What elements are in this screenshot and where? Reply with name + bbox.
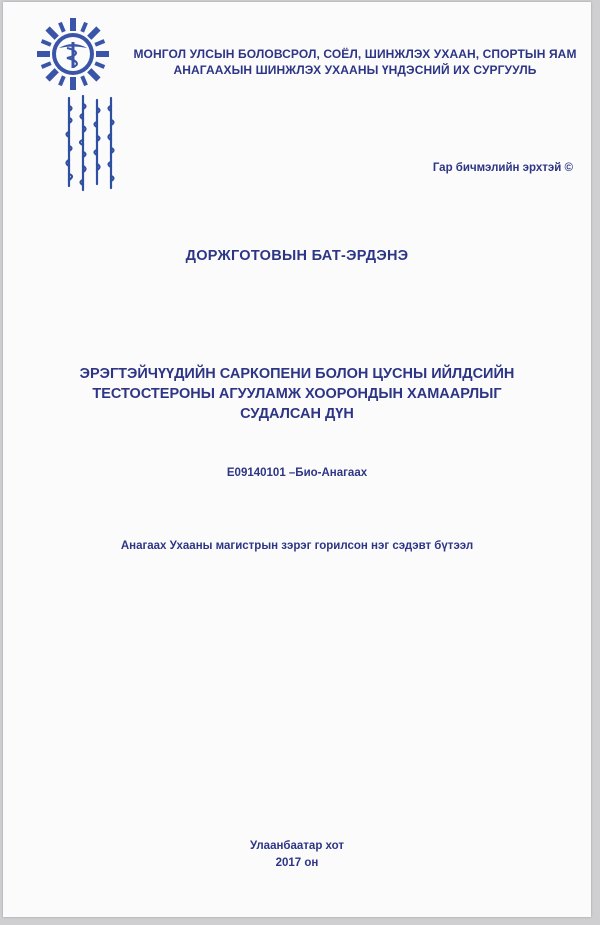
thesis-title (43, 364, 551, 424)
place-and-year (3, 838, 591, 872)
thesis-title-line: СУДАЛСАН ДҮН (240, 406, 354, 422)
author-name: ДОРЖГОТОВЫН БАТ-ЭРДЭНЭ (185, 248, 409, 264)
ministry-name: МОНГОЛ УЛСЫН БОЛОВСРОЛ, СОЁЛ, ШИНЖЛЭХ УХААН, СПОРТЫН ЯАМ (133, 47, 577, 61)
thesis-title-line: ТЕСТОСТЕРОНЫ АГУУЛАМЖ ХООРОНДЫН ХАМААРЛЫГ (92, 386, 502, 402)
university-emblem-icon (37, 18, 109, 90)
degree-note: Анагаах Ухааны магистрын зэрэг горилсон нэг сэдэвт бүтээл (120, 540, 474, 552)
document-page (3, 2, 591, 917)
ministry-university-header (125, 46, 585, 78)
specialty-code: E09140101 –Био-Анагаах (226, 467, 368, 479)
university-name: АНАГААХЫН ШИНЖЛЭХ УХААНЫ ҮНДЭСНИЙ ИХ СУРГУУЛЬ (173, 63, 537, 77)
thesis-title-line: ЭРЭГТЭЙЧҮҮДИЙН САРКОПЕНИ БОЛОН ЦУСНЫ ИЙЛДСИЙН (79, 366, 515, 382)
mongolian-script-emblem-icon (59, 94, 119, 194)
year: 2017 он (275, 857, 319, 869)
city: Улаанбаатар хот (249, 840, 345, 852)
copyright-notice: Гар бичмэлийн эрхтэй © (432, 162, 573, 174)
